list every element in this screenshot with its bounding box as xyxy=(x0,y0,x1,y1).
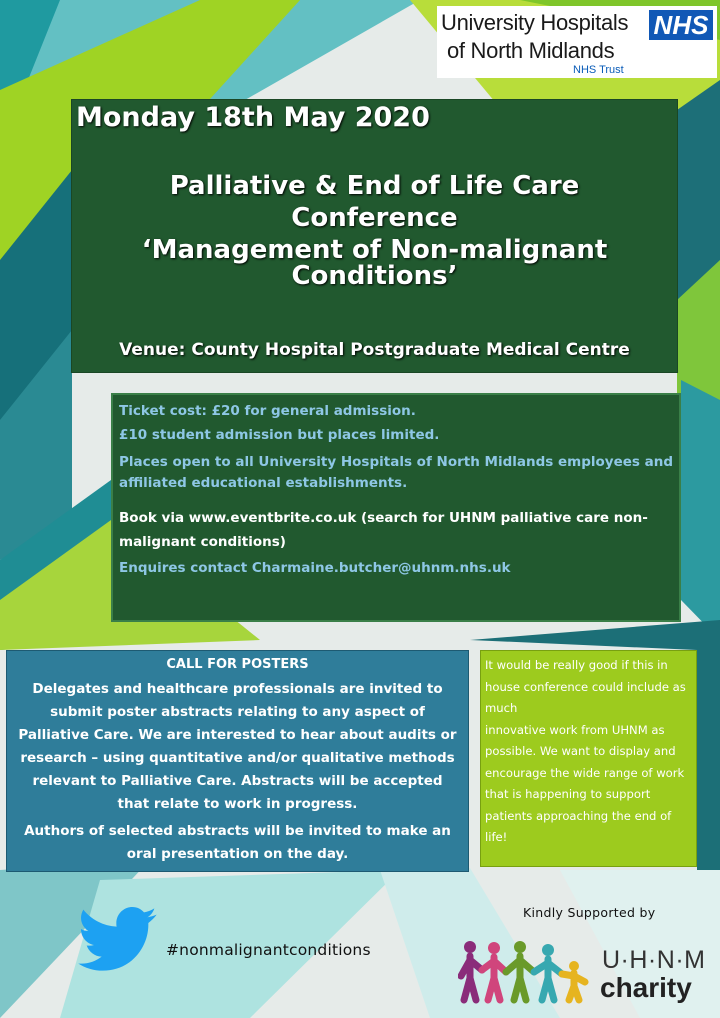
posters-oral-note: Authors of selected abstracts will be invited to make an oral presentation on the day. xyxy=(24,823,451,862)
booking-text: Book via www.eventbrite.co.uk (search for UHNM palliative care non-malignant conditions) xyxy=(119,510,648,550)
call-for-posters-panel xyxy=(6,650,469,872)
uhnm-work-note xyxy=(480,650,697,867)
event-title xyxy=(72,170,677,292)
note-line: life! xyxy=(485,830,508,844)
event-hashtag: #nonmalignantconditions xyxy=(166,941,371,959)
student-admission: £10 student admission but places limited. xyxy=(119,427,440,443)
logo-trust-label: NHS Trust xyxy=(573,64,624,76)
logo-line-1: University Hospitals xyxy=(441,10,629,35)
nhs-trust-logo xyxy=(437,6,717,78)
logo-line-2: of North Midlands xyxy=(447,38,615,63)
posters-body: Delegates and healthcare professionals are invited to submit poster abstracts relating to any aspect of Palliative Care. We are interested to hear about audits or research – using quantitative and/or qualitative methods relevant to Palliative Care. Abstracts will be accepted that relate to work in progress. xyxy=(18,681,457,812)
supported-by-label: Kindly Supported by xyxy=(523,905,656,920)
note-line: encourage the wide range of work xyxy=(485,765,685,780)
enquiries-text: Enquires contact Charmaine.butcher@uhnm.nhs.uk xyxy=(119,560,511,576)
ticket-info-panel xyxy=(111,393,681,622)
note-line: much xyxy=(485,701,518,715)
twitter-bird-icon xyxy=(78,906,158,974)
note-line: possible. We want to display and xyxy=(485,744,676,758)
eligibility-text: Places open to all University Hospitals of North Midlands employees and affiliated educational establishments. xyxy=(119,454,674,491)
charity-name-top: U·H·N·M xyxy=(602,946,706,974)
event-date: Monday 18th May 2020 xyxy=(76,102,430,133)
title-line-2: Conference xyxy=(291,203,458,233)
posters-heading: CALL FOR POSTERS xyxy=(166,657,309,672)
charity-name-bottom: charity xyxy=(600,972,692,1003)
title-line-1: Palliative & End of Life Care xyxy=(169,171,580,201)
event-venue: Venue: County Hospital Postgraduate Medical Centre xyxy=(119,340,630,360)
event-title-panel xyxy=(72,100,677,372)
charity-family-figures-icon xyxy=(458,938,594,1004)
subtitle-line-2: Conditions’ xyxy=(291,261,458,291)
ticket-cost: Ticket cost: £20 for general admission. xyxy=(119,403,416,419)
note-line: house conference could include as xyxy=(485,679,686,694)
note-line: patients approaching the end of xyxy=(485,808,672,823)
note-line: that is happening to support xyxy=(485,787,651,801)
note-line: It would be really good if this in xyxy=(485,658,668,672)
nhs-badge: NHS xyxy=(649,10,713,40)
subtitle-line-1: ‘Management of Non-malignant xyxy=(141,235,608,265)
note-line: innovative work from UHNM as xyxy=(485,722,665,737)
